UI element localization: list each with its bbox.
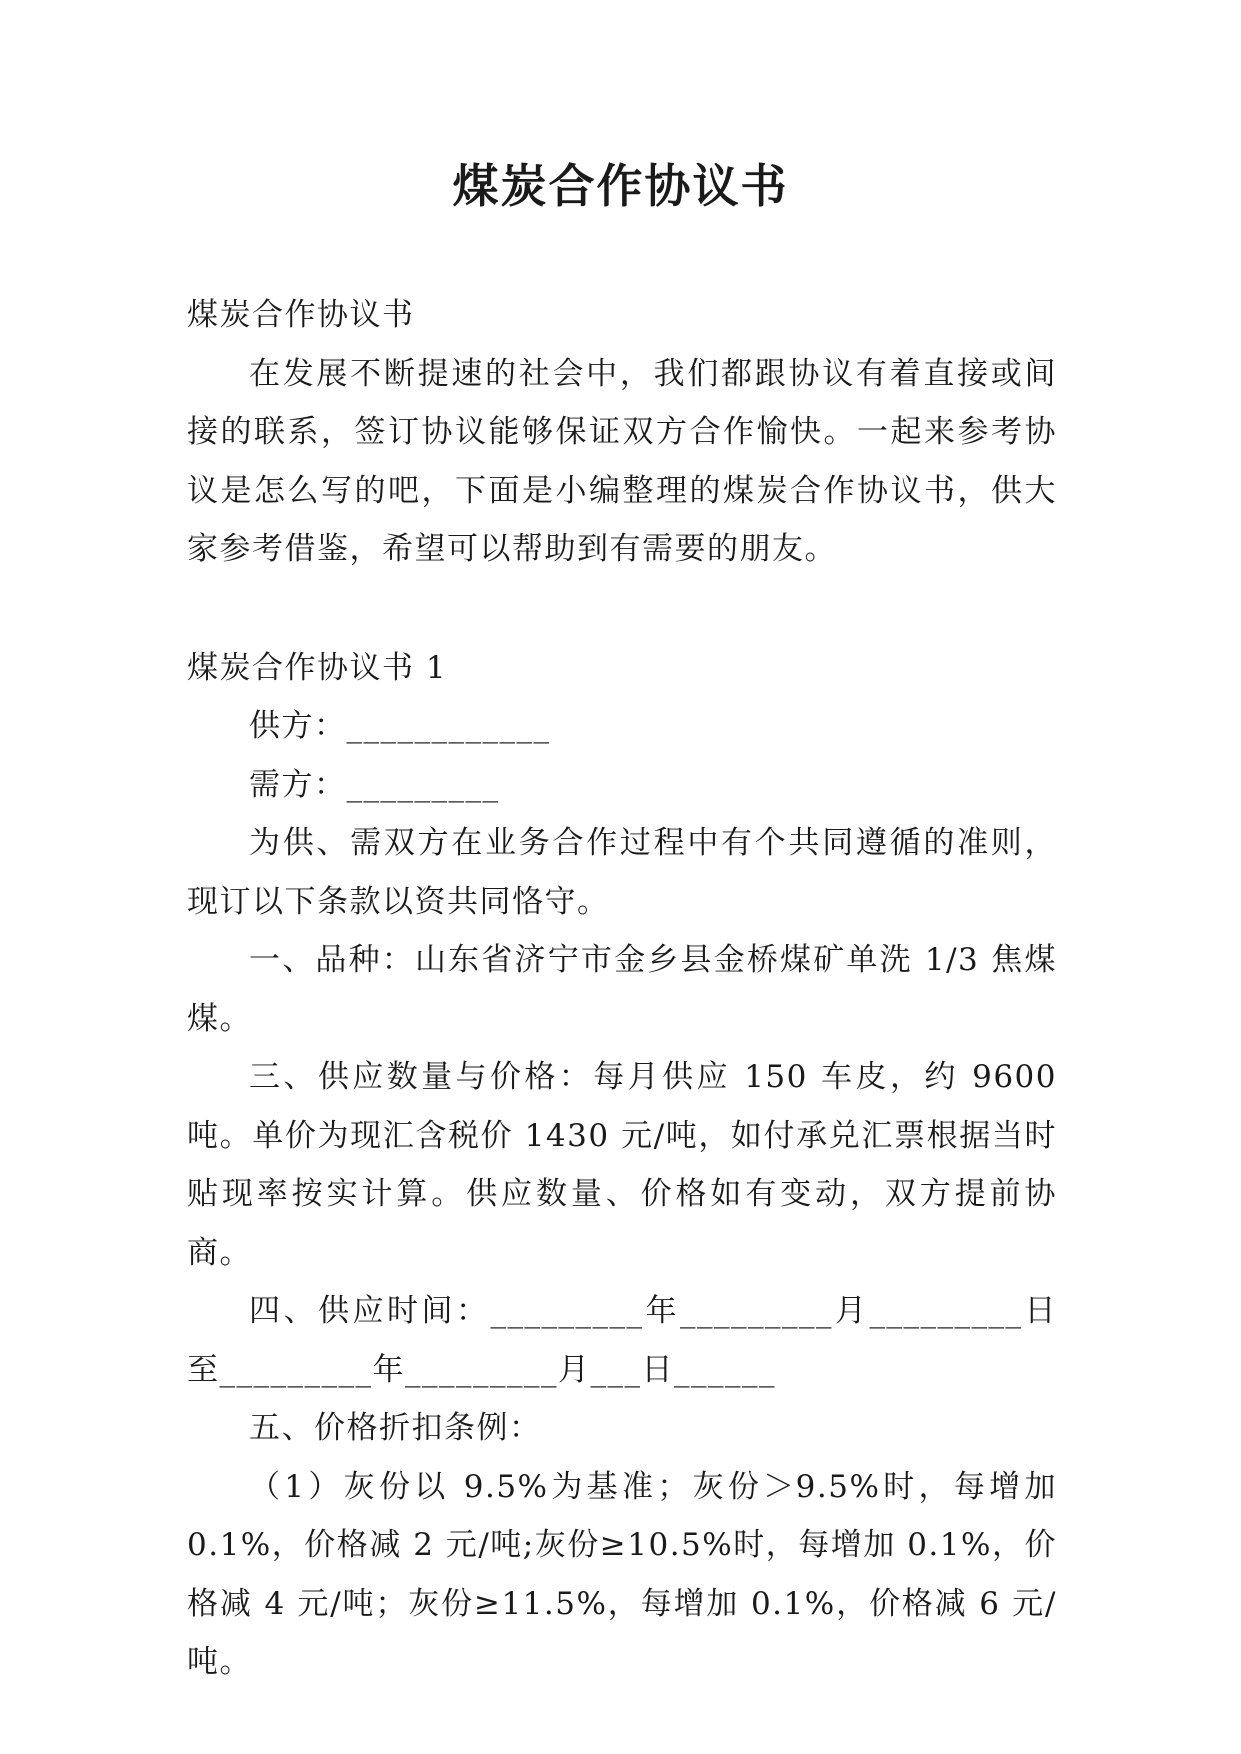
- preamble-paragraph: 为供、需双方在业务合作过程中有个共同遵循的准则，现订以下条款以资共同恪守。: [187, 825, 1057, 920]
- intro-paragraph: 在发展不断提速的社会中，我们都跟协议有着直接或间接的联系，签订协议能够保证双方合作愉快。一起来参考协议是怎么写的吧，下面是小编整理的煤炭合作协议书，供大家参考借鉴，希望可以帮助到有需要的朋友。: [187, 355, 1057, 567]
- buyer-line: 需方：_________: [249, 766, 500, 803]
- clause-supply-time: 四、供应时间：_________年_________月_________日至_________年_________月___日______: [187, 1293, 1057, 1388]
- document-body: [187, 286, 1057, 1692]
- agreement-heading: 煤炭合作协议书 1: [187, 649, 448, 686]
- clause-variety: 一、品种：山东省济宁市金乡县金桥煤矿单洗 1/3 焦煤煤。: [187, 942, 1057, 1037]
- spacer: [187, 579, 1057, 639]
- document-title: 煤炭合作协议书: [452, 159, 789, 213]
- clause-discount-ash: （1）灰份以 9.5%为基准；灰份＞9.5%时，每增加 0.1%，价格减 2 元/吨;灰份≥10.5%时，每增加 0.1%，价格减 4 元/吨；灰份≥11.5%，每增加 0.1%，价格减 6 元/吨。: [187, 1468, 1057, 1680]
- clause-discount-heading: 五、价格折扣条例：: [249, 1410, 542, 1446]
- section-heading: 煤炭合作协议书: [187, 297, 415, 333]
- clause-quantity-price: 三、供应数量与价格：每月供应 150 车皮，约 9600 吨。单价为现汇含税价 1430 元/吨，如付承兑汇票根据当时贴现率按实计算。供应数量、价格如有变动，双方提前协商。: [187, 1059, 1057, 1271]
- supplier-line: 供方：____________: [249, 708, 551, 744]
